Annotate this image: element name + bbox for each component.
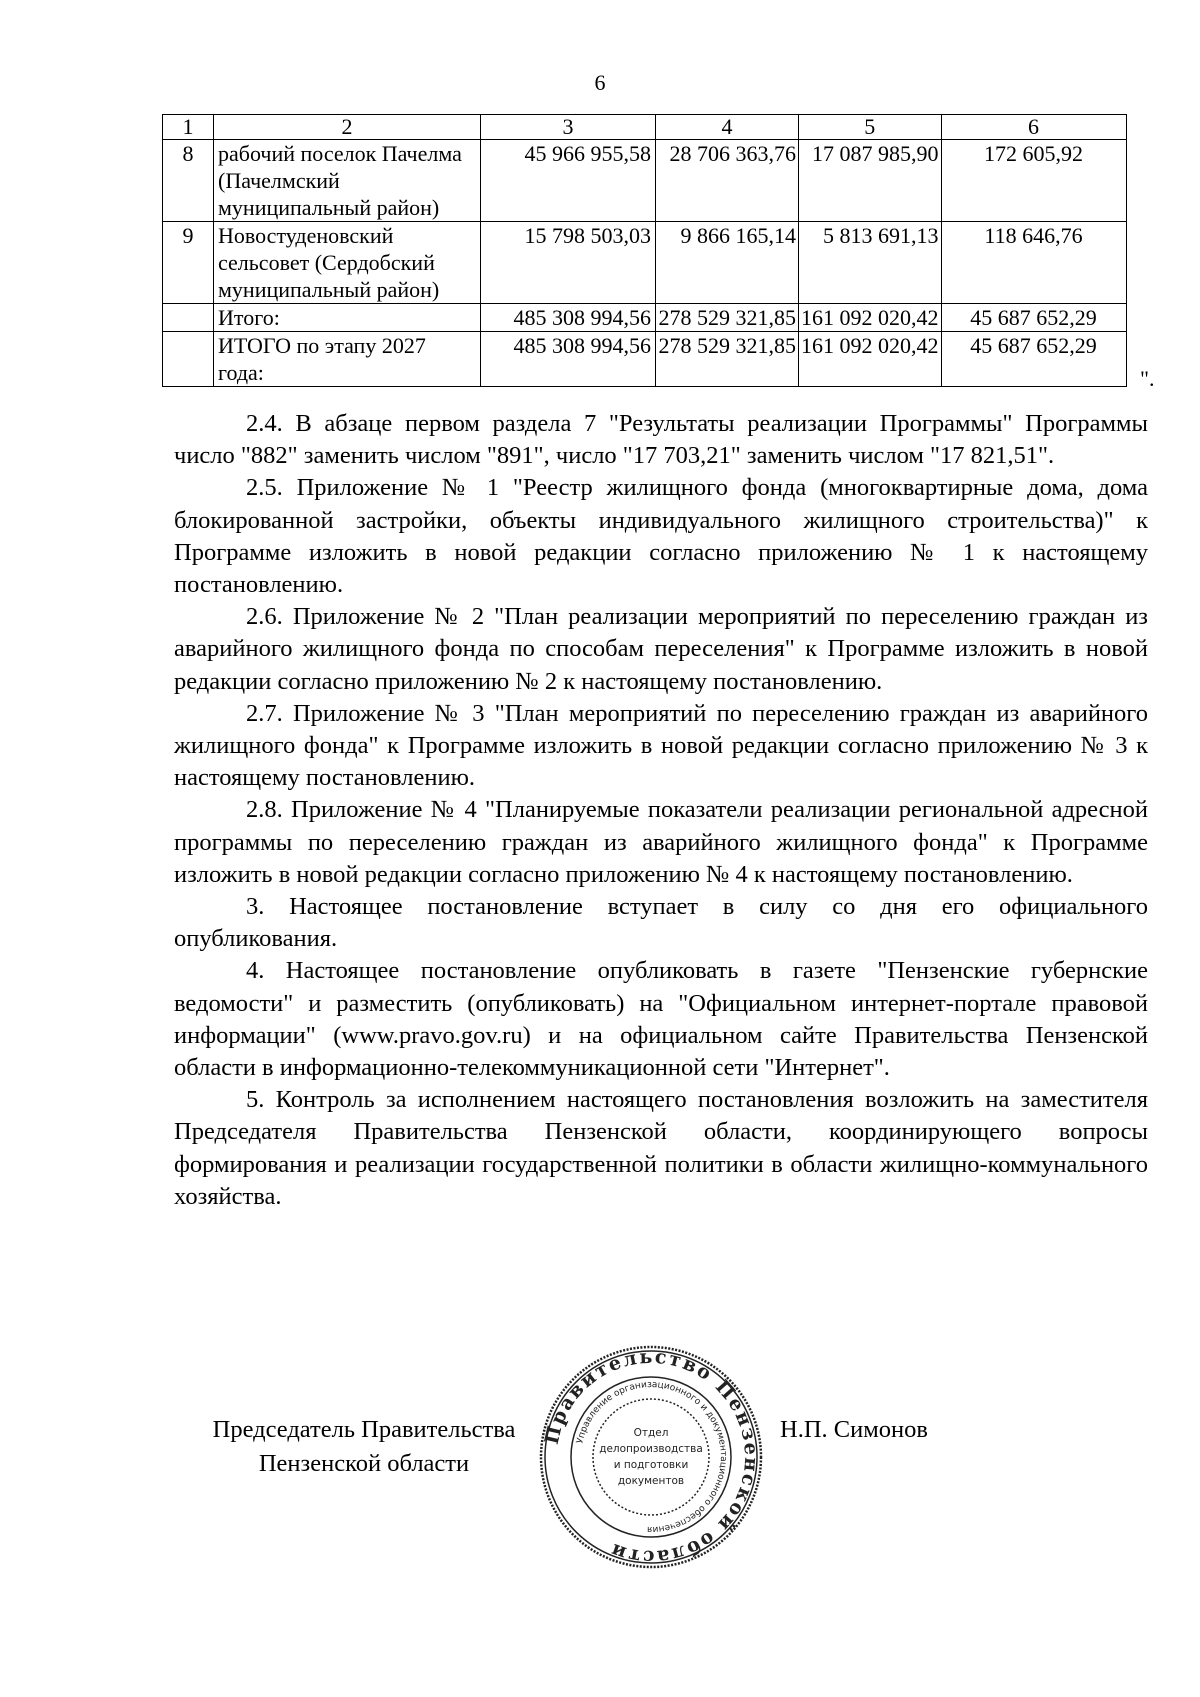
amount-col6: 172 605,92 xyxy=(941,140,1126,222)
page-number: 6 xyxy=(594,70,606,95)
table-row xyxy=(163,140,1127,222)
amount-col4: 278 529 321,85 xyxy=(656,332,799,387)
column-header: 3 xyxy=(481,115,656,140)
amount-total: 485 308 994,56 xyxy=(481,332,656,387)
signatory-title-line: Председатель Правительства xyxy=(212,1416,516,1443)
table-row-subtotal xyxy=(163,304,1127,332)
table-row xyxy=(163,222,1127,304)
paragraph: 5. Контроль за исполнением настоящего постановления возложить на заместителя Председателя Правительства Пензенской области, координирующего вопросы формирования и реализации государственной политики в области жилищно-коммунального хозяйства. xyxy=(174,1086,1148,1210)
row-number: 8 xyxy=(163,140,214,222)
amount-total: 485 308 994,56 xyxy=(481,304,656,332)
signatory-name: Н.П. Симонов xyxy=(780,1416,928,1443)
seal-center-line: Отдел xyxy=(633,1427,669,1439)
signatory-title-line: Пензенской области xyxy=(258,1450,470,1477)
table-closing-quote: ". xyxy=(1140,366,1155,391)
seal-center-line: документов xyxy=(617,1475,685,1487)
amount-col4: 278 529 321,85 xyxy=(656,304,799,332)
paragraph: 2.8. Приложение № 4 "Планируемые показатели реализации региональной адресной программы по переселению граждан из аварийного жилищного фонда" к Программе изложить в новой редакции согласно приложению № 4 к настоящему постановлению. xyxy=(174,796,1148,888)
row-number xyxy=(163,332,214,387)
table-row-grand-total xyxy=(163,332,1127,387)
column-header: 2 xyxy=(214,115,481,140)
amount-col6: 118 646,76 xyxy=(941,222,1126,304)
amount-col5: 161 092 020,42 xyxy=(799,332,942,387)
signatory-title xyxy=(184,1413,544,1481)
body-text xyxy=(174,408,1148,1213)
official-seal xyxy=(538,1344,764,1570)
subtotal-label: Итого: xyxy=(214,304,481,332)
row-number: 9 xyxy=(163,222,214,304)
seal-center-text xyxy=(599,1427,703,1487)
amount-col5: 5 813 691,13 xyxy=(799,222,942,304)
grand-total-label: ИТОГО по этапу 2027 года: xyxy=(214,332,481,387)
amount-col5: 17 087 985,90 xyxy=(799,140,942,222)
amount-col6: 45 687 652,29 xyxy=(941,332,1126,387)
financing-table xyxy=(162,114,1127,387)
municipality-name: Новостуденовский сельсовет (Сердобский муниципальный район) xyxy=(214,222,481,304)
paragraph: 3. Настоящее постановление вступает в силу со дня его официального опубликования. xyxy=(174,893,1148,953)
amount-total: 15 798 503,03 xyxy=(481,222,656,304)
amount-col4: 28 706 363,76 xyxy=(656,140,799,222)
amount-col6: 45 687 652,29 xyxy=(941,304,1126,332)
seal-center-line: и подготовки xyxy=(613,1459,689,1471)
seal-inner-ring-text: Управление организационного и документационного обеспечения xyxy=(575,1379,729,1535)
municipality-name: рабочий поселок Пачелма (Пачелмский муниципальный район) xyxy=(214,140,481,222)
amount-total: 45 966 955,58 xyxy=(481,140,656,222)
paragraph: 2.7. Приложение № 3 "План мероприятий по переселению граждан из аварийного жилищного фонда" к Программе изложить в новой редакции согласно приложению № 3 к настоящему постановлению. xyxy=(174,699,1148,792)
paragraph: 4. Настоящее постановление опубликовать в газете "Пензенские губернские ведомости" и разместить (опубликовать) на "Официальном интернет-портале правовой информации" (www.pravo.gov.ru) и на официальном сайте Правительства Пензенской области в информационно-телекоммуникационной сети "Интернет". xyxy=(174,957,1148,1082)
amount-col5: 161 092 020,42 xyxy=(799,304,942,332)
table-header-row xyxy=(163,115,1127,140)
column-header: 5 xyxy=(799,115,942,140)
row-number xyxy=(163,304,214,332)
column-header: 4 xyxy=(656,115,799,140)
seal-outer-text: Правительство Пензенской области xyxy=(540,1345,763,1569)
amount-col4: 9 866 165,14 xyxy=(656,222,799,304)
paragraph: 2.4. В абзаце первом раздела 7 "Результаты реализации Программы" Программы число "882" заменить числом "891", число "17 703,21" заменить числом "17 821,51". xyxy=(174,410,1148,470)
seal-center-line: делопроизводства xyxy=(599,1443,703,1455)
column-header: 6 xyxy=(941,115,1126,140)
paragraph: 2.5. Приложение № 1 "Реестр жилищного фонда (многоквартирные дома, дома блокированной застройки, объекты индивидуального жилищного строительства)" к Программе изложить в новой редакции согласно приложению № 1 к настоящему постановлению. xyxy=(174,474,1148,599)
column-header: 1 xyxy=(163,115,214,140)
paragraph: 2.6. Приложение № 2 "План реализации мероприятий по переселению граждан из аварийного жилищного фонда по способам переселения" к Программе изложить в новой редакции согласно приложению № 2 к настоящему постановлению. xyxy=(174,603,1148,695)
